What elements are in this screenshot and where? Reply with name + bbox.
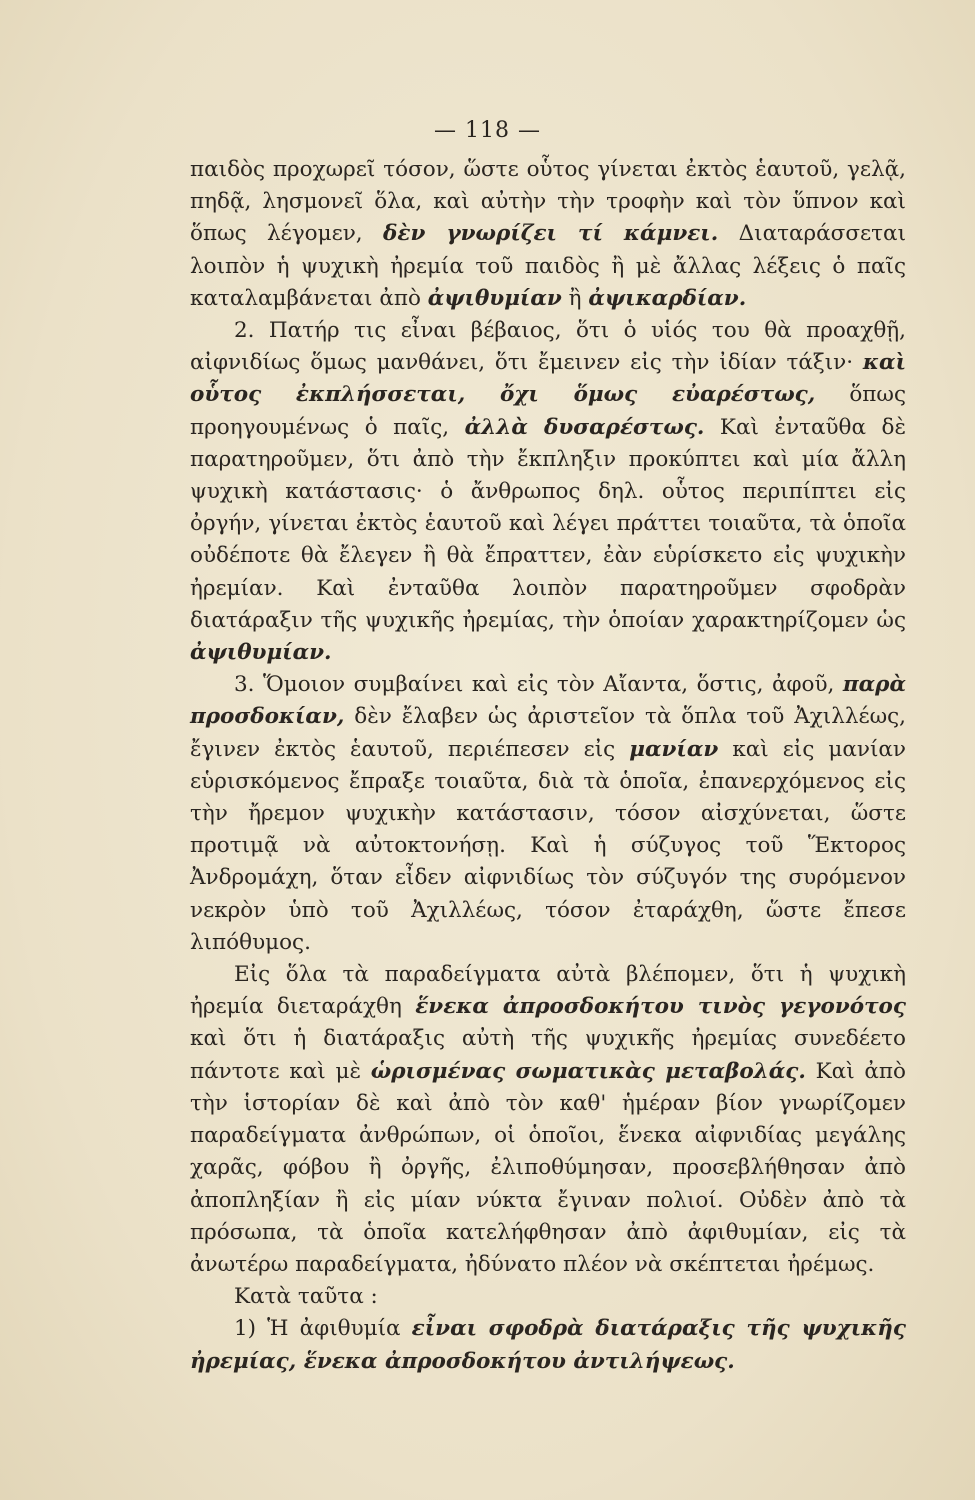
text-run: 1) Ἡ ἀφιθυμία [234,1316,412,1342]
emphasized-text: καὶ οὗτος ἐκπλήσσεται, ὄχι ὅμως εὐαρέστως, [190,350,906,408]
text-run: Καὶ ἐνταῦθα δὲ παρατηροῦμεν, ὅτι ἀπὸ τὴν ἔκπληξιν προκύπτει καὶ μία ἄλλη ψυχικὴ κατάστασις· ὁ ἄνθρωπος δηλ. οὗτος περιπίπτει εἰς ὀργήν, γίνεται ἐκτὸς ἑαυτοῦ καὶ λέγει πράττει τοιαῦτα, τὰ ὁποῖα οὐδέποτε θὰ ἔλεγεν ἢ θὰ ἔπραττεν, ἐὰν εὑρίσκετο εἰς ψυχικὴν ἠρεμίαν. Καὶ ἐνταῦθα λοιπὸν παρατηροῦμεν σφοδρὰν διατάραξιν τῆς ψυχικῆς ἠρεμίας, τὴν ὁποίαν χαρακτηρίζομεν ὡς [190,414,906,633]
emphasized-text: παρὰ προσδοκίαν, [190,672,906,730]
text-run: καὶ εἰς μανίαν εὑρισκόμενος ἔπραξε τοιαῦτα, διὰ τὰ ὁποῖα, ἐπανερχόμενος εἰς τὴν ἤρεμον ψυχικὴν κατάστασιν, τόσον αἰσχύνεται, ὥστε προτιμᾷ νὰ αὐτοκτονήσῃ. Καὶ ἡ σύζυγος τοῦ Ἕκτορος Ἀνδρομάχη, ὅταν εἶδεν αἰφνιδίως τὸν σύζυγόν της συρόμενον νεκρὸν ὑπὸ τοῦ Ἀχιλλέως, τόσον ἐταράχθη, ὥστε ἔπεσε λιπόθυμος. [190,736,906,955]
paragraph [190,1313,906,1377]
emphasized-text: μανίαν [629,736,719,762]
text-run: παιδὸς προχωρεῖ τόσον, ὥστε οὗτος γίνεται ἐκτὸς ἑαυτοῦ, γελᾷ, πηδᾷ, λησμονεῖ ὅλα, καὶ αὐτὴν τὴν τροφὴν καὶ τὸν ὕπνον καὶ ὅπως λέγομεν, [190,157,906,247]
body-text [190,154,906,1378]
paragraph [190,154,906,315]
emphasized-text: ὡρισμένας σωματικὰς μεταβολάς. [370,1058,806,1084]
text-run: 3. Ὅμοιον συμβαίνει καὶ εἰς τὸν Αἴαντα, ὅστις, ἀφοῦ, [234,672,843,698]
emphasized-text: δὲν γνωρίζει τί κάμνει. [383,221,719,247]
text-run: Διαταράσσεται λοιπὸν ἡ ψυχικὴ ἠρεμία τοῦ παιδὸς ἢ μὲ ἄλλας λέξεις ὁ παῖς καταλαμβάνεται ἀπὸ [190,221,906,311]
emphasized-text: ἀλλὰ δυσαρέστως. [464,414,705,440]
emphasized-text: εἶναι σφοδρὰ διατάραξις τῆς ψυχικῆς ἠρεμίας, ἕνεκα ἀπροσδοκήτου ἀντιλήψεως. [190,1316,906,1374]
emphasized-text: ἕνεκα ἀπροσδοκήτου τινὸς γεγονότος [415,994,906,1020]
emphasized-text: ἀψιθυμίαν. [190,640,332,666]
text-run: 2. Πατήρ τις εἶναι βέβαιος, ὅτι ὁ υἱός του θὰ προαχθῇ, αἰφνιδίως ὅμως μανθάνει, ὅτι ἔμεινεν εἰς τὴν ἰδίαν τάξιν· [190,318,906,376]
emphasized-text: ἀψικαρδίαν. [588,285,747,311]
paragraph [190,669,906,959]
page-number: — 118 — [434,118,541,143]
text-run: ὅπως προηγουμένως ὁ παῖς, [190,382,906,440]
text-run: Καὶ ἀπὸ τὴν ἱστορίαν δὲ καὶ ἀπὸ τὸν καθ' ἡμέραν βίον γνωρίζομεν παραδείγματα ἀνθρώπων, οἱ ὁποῖοι, ἕνεκα αἰφνιδίας μεγάλης χαρᾶς, φόβου ἢ ὀργῆς, ἐλιποθύμησαν, προσεβλήθησαν ἀπὸ ἀποπληξίαν ἢ εἰς μίαν νύκτα ἔγιναν πολιοί. Οὐδὲν ἀπὸ τὰ πρόσωπα, τὰ ὁποῖα κατελήφθησαν ἀπὸ ἀφιθυμίαν, εἰς τὰ ἀνωτέρω παραδείγματα, ἠδύνατο πλέον νὰ σκέπτεται ἠρέμως. [190,1058,906,1277]
text-run: ἢ [561,285,589,311]
paragraph [190,959,906,1281]
text-run: καὶ ὅτι ἡ διατάραξις αὐτὴ τῆς ψυχικῆς ἠρεμίας συνεδέετο πάντοτε καὶ μὲ [190,1026,906,1084]
text-run: Εἰς ὅλα τὰ παραδείγματα αὐτὰ βλέπομεν, ὅτι ἡ ψυχικὴ ἠρεμία διεταράχθη [190,962,906,1020]
paragraph [190,1281,906,1313]
text-run: δὲν ἔλαβεν ὡς ἀριστεῖον τὰ ὅπλα τοῦ Ἀχιλλέως, ἔγινεν ἐκτὸς ἑαυτοῦ, περιέπεσεν εἰς [190,704,906,762]
text-run: Κατὰ ταῦτα : [234,1284,378,1310]
emphasized-text: ἀψιθυμίαν [427,285,562,311]
paragraph [190,315,906,669]
